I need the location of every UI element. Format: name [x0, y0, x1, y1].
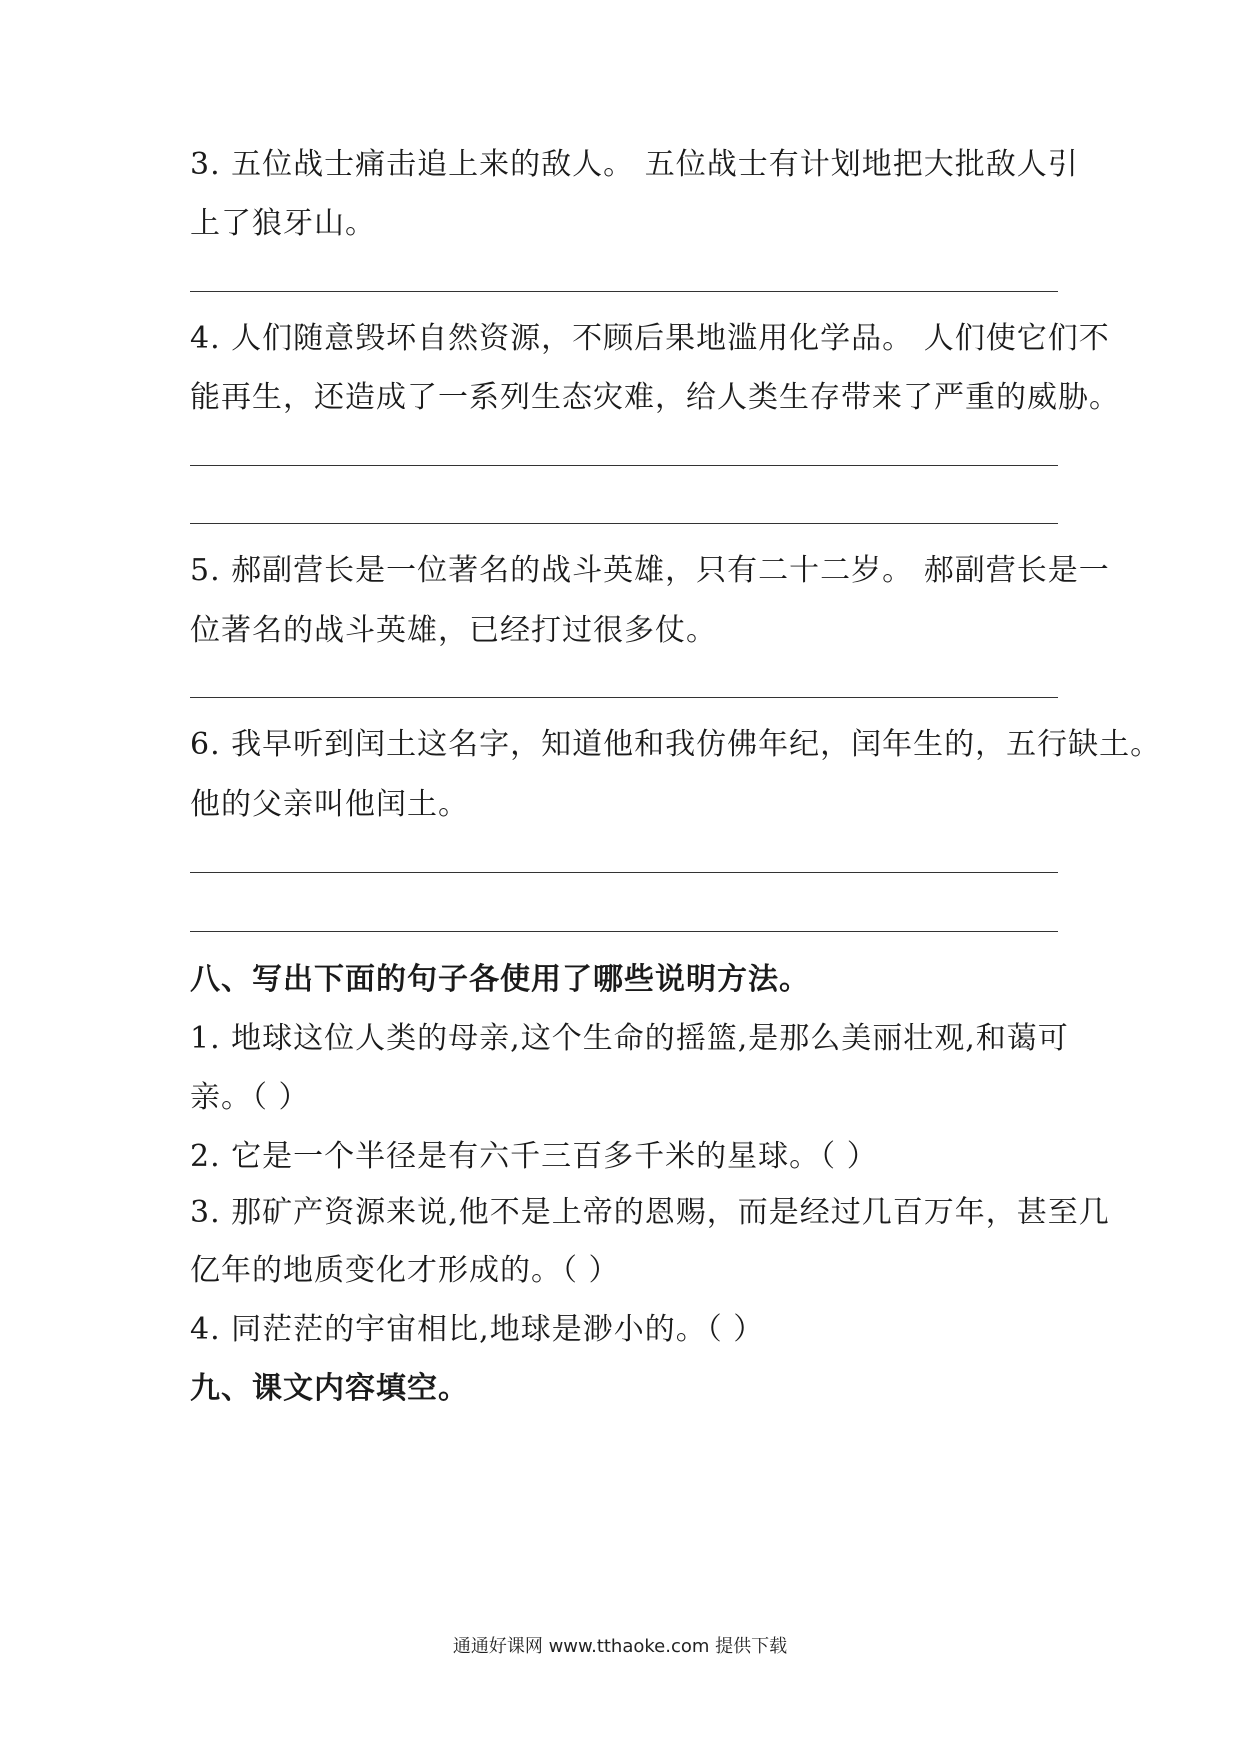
- s8-q1-line1: 1. 地球这位人类的母亲,这个生命的摇篮,是那么美丽壮观,和蔼可: [190, 1021, 1069, 1056]
- answer-line[interactable]: [190, 291, 1058, 292]
- q4-line2: 能再生，还造成了一系列生态灾难，给人类生存带来了严重的威胁。: [190, 380, 1120, 415]
- section8-heading: 八、写出下面的句子各使用了哪些说明方法。: [190, 962, 810, 997]
- answer-line[interactable]: [190, 523, 1058, 524]
- q5-line2: 位著名的战斗英雄，已经打过很多仗。: [190, 613, 717, 648]
- s8-q3-line2: 亿年的地质变化才形成的。（ ）: [190, 1253, 620, 1288]
- q5-line1: 5. 郝副营长是一位著名的战斗英雄，只有二十二岁。 郝副营长是一: [190, 553, 1110, 588]
- answer-line[interactable]: [190, 465, 1058, 466]
- answer-line[interactable]: [190, 931, 1058, 932]
- footer-credit: 通通好课网 www.tthaoke.com 提供下载: [452, 1636, 788, 1657]
- s8-q3-line1: 3. 那矿产资源来说,他不是上帝的恩赐，而是经过几百万年，甚至几: [190, 1195, 1110, 1230]
- q3-line2: 上了狼牙山。: [190, 206, 376, 241]
- s8-q4-line1: 4. 同茫茫的宇宙相比,地球是渺小的。（ ）: [190, 1312, 765, 1347]
- q6-line2: 他的父亲叫他闰土。: [190, 787, 469, 822]
- s8-q2-line1: 2. 它是一个半径是有六千三百多千米的星球。（ ）: [190, 1139, 878, 1174]
- q6-line1: 6. 我早听到闰土这名字，知道他和我仿佛年纪，闰年生的，五行缺土。: [190, 727, 1162, 762]
- section9-heading: 九、课文内容填空。: [190, 1371, 469, 1406]
- q4-line1: 4. 人们随意毁坏自然资源，不顾后果地滥用化学品。 人们使它们不: [190, 321, 1110, 356]
- answer-line[interactable]: [190, 697, 1058, 698]
- answer-line[interactable]: [190, 872, 1058, 873]
- s8-q1-line2: 亲。（ ）: [190, 1080, 310, 1115]
- q3-line1: 3. 五位战士痛击追上来的敌人。 五位战士有计划地把大批敌人引: [190, 147, 1079, 182]
